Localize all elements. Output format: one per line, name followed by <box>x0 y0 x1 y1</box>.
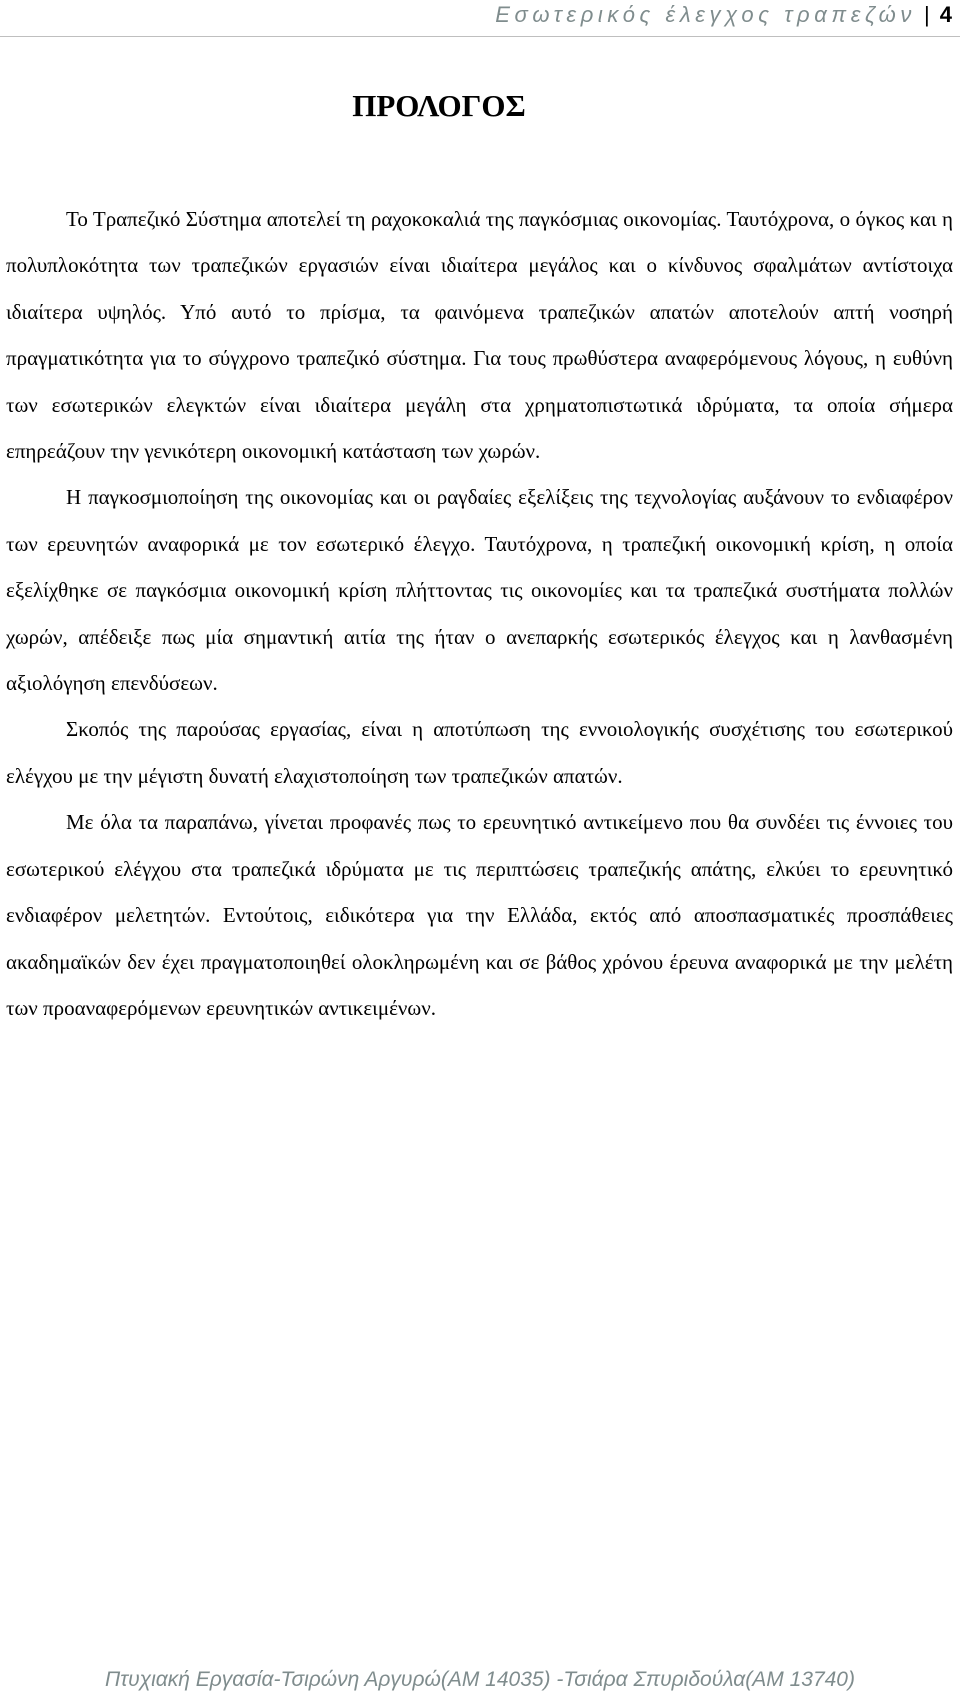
body-text <box>6 196 953 1031</box>
running-title: Εσωτερικός έλεγχος τραπεζών <box>495 2 917 27</box>
header-content <box>495 2 952 28</box>
paragraph-1: Το Τραπεζικό Σύστημα αποτελεί τη ραχοκοκαλιά της παγκόσμιας οικονομίας. Ταυτόχρονα, ο όγκος και η πολυπλοκότητα των τραπεζικών εργασιών είναι ιδιαίτερα μεγάλος και ο κίνδυνος σφαλμάτων αντίστοιχα ιδιαίτερα υψηλός. Υπό αυτό το πρίσμα, τα φαινόμενα τραπεζικών απατών αποτελούν απτή νοσηρή πραγματικότητα για το σύγχρονο τραπεζικό σύστημα. Για τους πρωθύστερα αναφερόμενους λόγους, η ευθύνη των εσωτερικών ελεγκτών είναι ιδιαίτερα μεγάλη στα χρηματοπιστωτικά ιδρύματα, τα οποία σήμερα επηρεάζουν την γενικότερη οικονομική κατάσταση των χωρών. <box>6 207 953 464</box>
paragraph-2: Η παγκοσμιοποίηση της οικονομίας και οι ραγδαίες εξελίξεις της τεχνολογίας αυξάνουν το ενδιαφέρον των ερευνητών αναφορικά με τον εσωτερικό έλεγχο. Ταυτόχρονα, η τραπεζική οικονομική κρίση, η οποία εξελίχθηκε σε παγκόσμια οικονομική κρίση πλήττοντας τις οικονομίες και τα τραπεζικά συστήματα πολλών χωρών, απέδειξε πως μία σημαντική αιτία της ήταν ο ανεπαρκής εσωτερικός έλεγχος και η λανθασμένη αξιολόγηση επενδύσεων. <box>6 485 953 696</box>
chapter-title: ΠΡΟΛΟΓΟΣ <box>352 88 526 123</box>
header-separator: | <box>924 2 930 27</box>
page-number: 4 <box>939 2 952 27</box>
paragraph-4: Με όλα τα παραπάνω, γίνεται προφανές πως το ερευνητικό αντικείμενο που θα συνδέει τις έννοιες του εσωτερικού ελέγχου στα τραπεζικά ιδρύματα με τις περιπτώσεις τραπεζικής απάτης, ελκύει το ερευνητικό ενδιαφέρον μελετητών. Εντούτοις, ειδικότερα για την Ελλάδα, εκτός από αποσπασματικές προσπάθειες ακαδημαϊκών δεν έχει πραγματοποιηθεί ολοκληρωμένη και σε βάθος χρόνου έρευνα αναφορικά με την μελέτη των προαναφερόμενων ερευνητικών αντικειμένων. <box>6 810 953 1020</box>
page-footer: Πτυχιακή Εργασία-Τσιρώνη Αργυρώ(ΑΜ 14035) -Τσιάρα Σπυριδούλα(ΑΜ 13740) <box>105 1668 855 1691</box>
page-header <box>0 0 960 37</box>
paragraph-3: Σκοπός της παρούσας εργασίας, είναι η αποτύπωση της εννοιολογικής συσχέτισης του εσωτερικού ελέγχου με την μέγιστη δυνατή ελαχιστοποίηση των τραπεζικών απατών. <box>6 717 953 788</box>
